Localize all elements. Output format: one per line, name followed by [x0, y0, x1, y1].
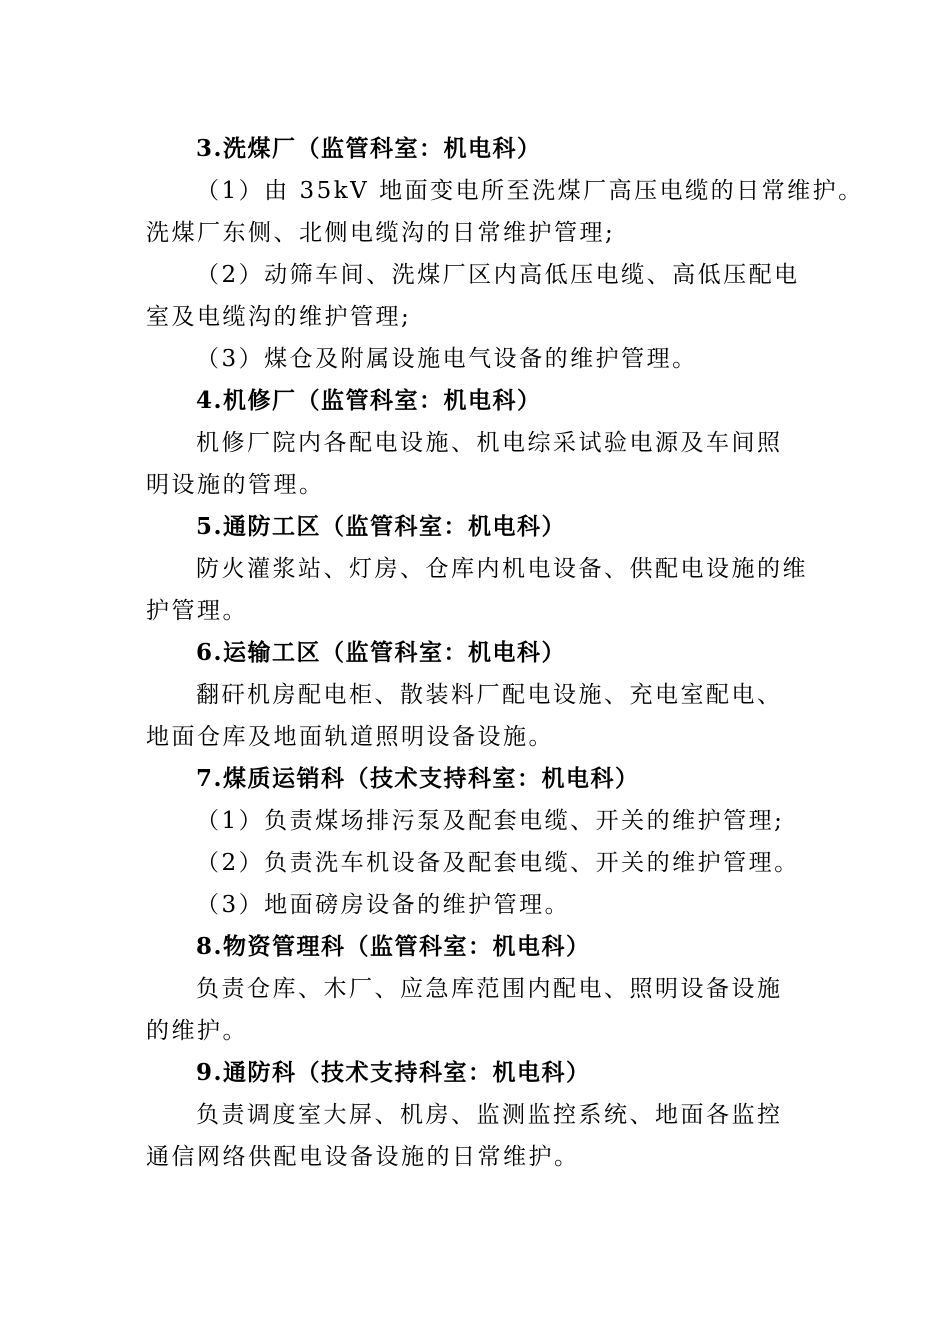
- paragraph-line: 机修厂院内各配电设施、机电综采试验电源及车间照: [196, 430, 783, 456]
- paragraph-line: （2）动筛车间、洗煤厂区内高低压电缆、高低压配电: [196, 262, 800, 288]
- paragraph-line: （2）负责洗车机设备及配套电缆、开关的维护管理。: [196, 850, 800, 876]
- paragraph-line: 室及电缆沟的维护管理;: [146, 304, 412, 330]
- paragraph-line: （1）由 35kV 地面变电所至洗煤厂高压电缆的日常维护。: [196, 178, 864, 204]
- section-heading: 6.运输工区（监管科室：机电科）: [196, 639, 567, 666]
- paragraph-line: 护管理。: [146, 598, 248, 624]
- section-9: [146, 1052, 812, 1178]
- section-heading: 7.煤质运销科（技术支持科室：机电科）: [196, 765, 640, 792]
- paragraph-line: 负责仓库、木厂、应急库范围内配电、照明设备设施: [196, 976, 783, 1002]
- section-heading: 8.物资管理科（监管科室：机电科）: [196, 933, 591, 960]
- paragraph-line: （1）负责煤场排污泵及配套电缆、开关的维护管理;: [196, 808, 785, 834]
- paragraph-line: 的维护。: [146, 1018, 248, 1044]
- section-6: [146, 632, 812, 758]
- paragraph-line: （3）地面磅房设备的维护管理。: [196, 892, 571, 918]
- paragraph-line: 通信网络供配电设备设施的日常维护。: [146, 1144, 580, 1170]
- paragraph-line: （3）煤仓及附属设施电气设备的维护管理。: [196, 346, 698, 372]
- paragraph-line: 翻矸机房配电柜、散装料厂配电设施、充电室配电、: [196, 682, 783, 708]
- section-7: [146, 758, 812, 926]
- document-page: [146, 128, 864, 1178]
- section-3: [146, 128, 864, 380]
- section-heading: 3.洗煤厂（监管科室：机电科）: [196, 135, 542, 162]
- paragraph-line: 防火灌浆站、灯房、仓库内机电设备、供配电设施的维: [196, 556, 808, 582]
- section-heading: 9.通防科（技术支持科室：机电科）: [196, 1059, 591, 1086]
- section-heading: 4.机修厂（监管科室：机电科）: [196, 387, 542, 414]
- section-5: [146, 506, 812, 632]
- paragraph-line: 洗煤厂东侧、北侧电缆沟的日常维护管理;: [146, 220, 616, 246]
- section-8: [146, 926, 812, 1052]
- paragraph-line: 明设施的管理。: [146, 472, 325, 498]
- section-heading: 5.通防工区（监管科室：机电科）: [196, 513, 567, 540]
- paragraph-line: 负责调度室大屏、机房、监测监控系统、地面各监控: [196, 1102, 783, 1128]
- paragraph-line: 地面仓库及地面轨道照明设备设施。: [146, 724, 554, 750]
- section-4: [146, 380, 812, 506]
